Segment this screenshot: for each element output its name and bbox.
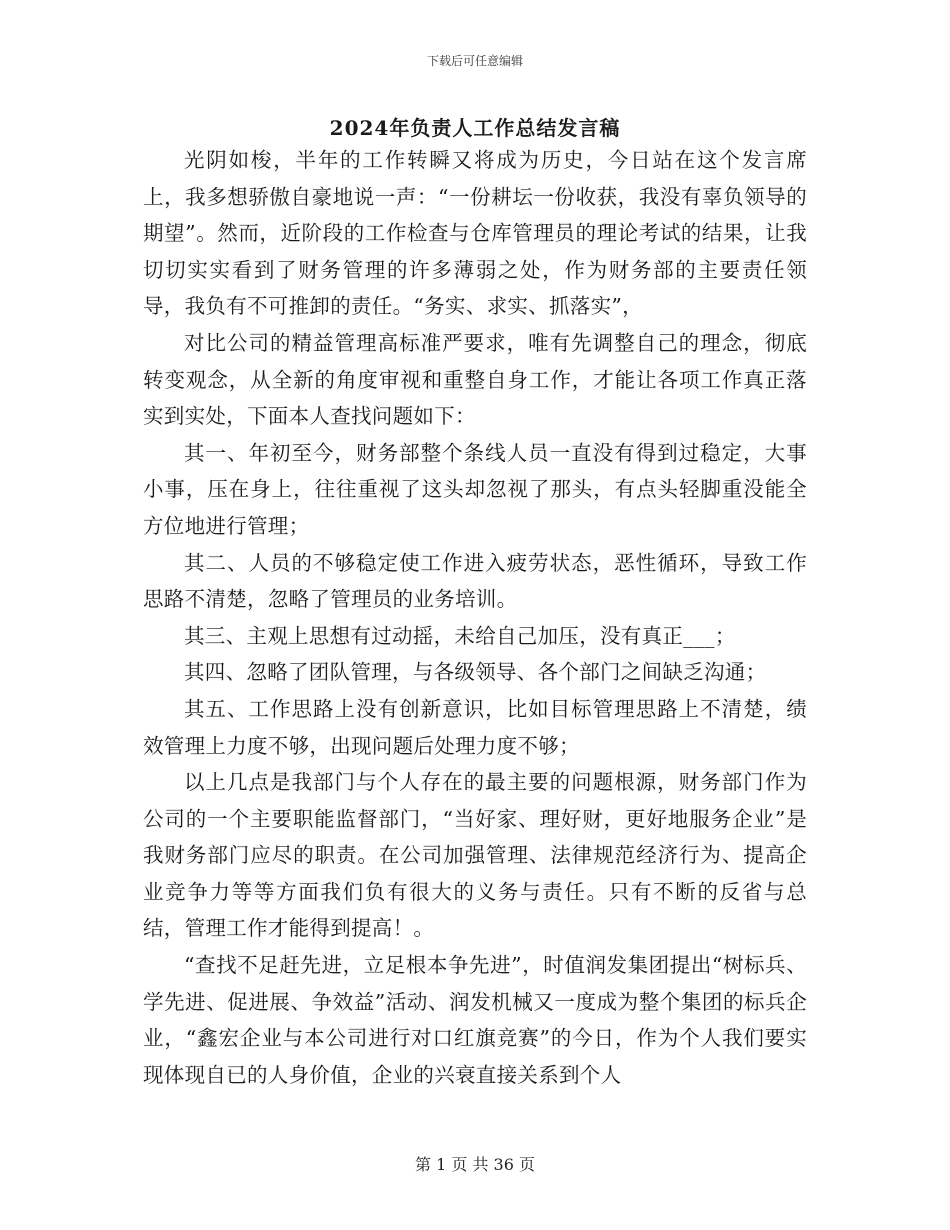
page-header-note: 下载后可任意编辑	[426, 54, 523, 68]
paragraph-issue-3: 其三、主观上思想有过动摇，未给自己加压，没有真正___；	[184, 623, 736, 648]
page-number-footer: 第 1 页 共 36 页	[415, 1155, 535, 1174]
paragraph-issue-5: 其五、工作思路上没有创新意识，比如目标管理思路上不清楚，绩效管理上力度不够，出现问题后处理力度不够；	[143, 696, 807, 758]
document-title: 2024年负责人工作总结发言稿	[329, 116, 621, 140]
paragraph-campaign: “查找不足赶先进，立足根本争先进”，时值润发集团提出“树标兵、学先进、促进展、争效益”活动、润发机械又一度成为整个集团的标兵企业，“鑫宏企业与本公司进行对口红旗竞赛”的今日，作为个人我们要实现体现自已的人身价值，企业的兴衰直接关系到个人	[143, 953, 807, 1087]
paragraph-issue-4: 其四、忽略了团队管理，与各级领导、各个部门之间缺乏沟通；	[184, 660, 767, 685]
paragraph-intro: 光阴如梭，半年的工作转瞬又将成为历史，今日站在这个发言席上，我多想骄傲自豪地说一声：“一份耕坛一份收获，我没有辜负领导的期望”。然而，近阶段的工作检查与仓库管理员的理论考试的结果，让我切切实实看到了财务管理的许多薄弱之处，作为财务部的主要责任领导，我负有不可推卸的责任。“务实、求实、抓落实”，	[143, 148, 807, 319]
document-body	[143, 142, 807, 1093]
paragraph-summary: 以上几点是我部门与个人存在的最主要的问题根源，财务部门作为公司的一个主要职能监督部门，“当好家、理好财，更好地服务企业”是我财务部门应尽的职责。在公司加强管理、法律规范经济行为、提高企业竞争力等等方面我们负有很大的义务与责任。只有不断的反省与总结，管理工作才能得到提高！。	[143, 770, 807, 941]
paragraph-issue-1: 其一、年初至今，财务部整个条线人员一直没有得到过稳定，大事小事，压在身上，往往重视了这头却忽视了那头，有点头轻脚重没能全方位地进行管理；	[143, 440, 807, 538]
paragraph-issue-2: 其二、人员的不够稳定使工作进入疲劳状态，恶性循环，导致工作思路不清楚，忽略了管理员的业务培训。	[143, 550, 807, 612]
paragraph-reflection: 对比公司的精益管理高标准严要求，唯有先调整自己的理念，彻底转变观念，从全新的角度审视和重整自身工作，才能让各项工作真正落实到实处，下面本人查找问题如下：	[143, 330, 807, 429]
